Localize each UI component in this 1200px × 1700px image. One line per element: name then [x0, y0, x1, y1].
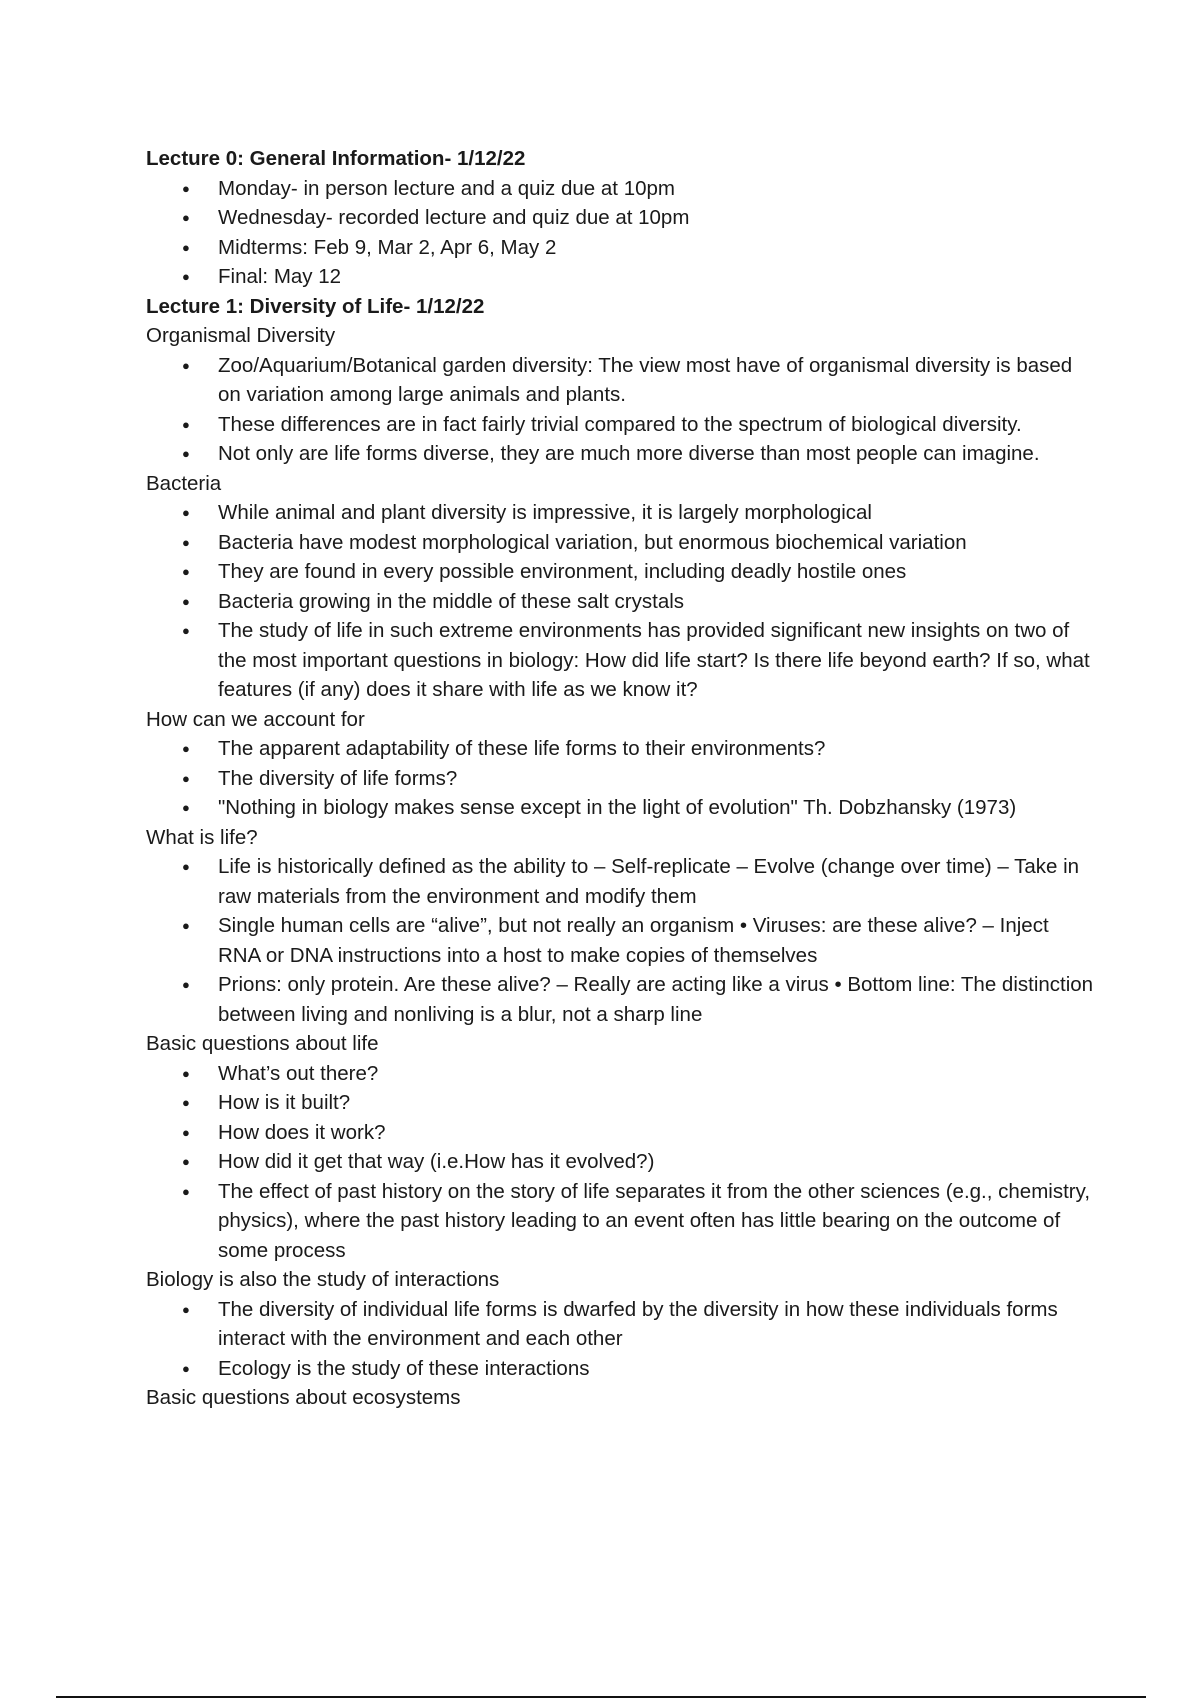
- bullet-item: ● Midterms: Feb 9, Mar 2, Apr 6, May 2: [146, 233, 1096, 263]
- bullet-item: ● The apparent adaptability of these life forms to their environments?: [146, 734, 1096, 764]
- page-bottom-rule: [56, 1696, 1146, 1698]
- bullet-list: [146, 734, 1096, 823]
- bullet-item: ● How is it built?: [146, 1088, 1096, 1118]
- bullet-item: ● What’s out there?: [146, 1059, 1096, 1089]
- bullet-list: [146, 498, 1096, 705]
- bullet-item: ● Bacteria growing in the middle of these salt crystals: [146, 587, 1096, 617]
- bullet-item: ● The study of life in such extreme environments has provided significant new insights on two of the most important questions in biology: How did life start? Is there life beyond earth? If so, what features (if any) does it share with life as we know it?: [146, 616, 1096, 705]
- section-label: Biology is also the study of interactions: [146, 1268, 500, 1291]
- bullet-list: [146, 1059, 1096, 1266]
- bullet-item: ● Single human cells are “alive”, but not really an organism • Viruses: are these alive? – Inject RNA or DNA instructions into a host to make copies of themselves: [146, 911, 1096, 970]
- section-label: How can we account for: [146, 707, 365, 731]
- bullet-item: ● Final: May 12: [146, 262, 1096, 292]
- bullet-item: ● The diversity of individual life forms is dwarfed by the diversity in how these individuals forms interact with the environment and each other: [146, 1295, 1096, 1354]
- document-body: [146, 144, 1096, 1413]
- bullet-item: ● Life is historically defined as the ability to – Self-replicate – Evolve (change over time) – Take in raw materials from the environment and modify them: [146, 852, 1096, 911]
- bullet-list: [146, 852, 1096, 1029]
- bullet-item: ● Bacteria have modest morphological variation, but enormous biochemical variation: [146, 528, 1096, 558]
- bullet-item: ● Zoo/Aquarium/Botanical garden diversity: The view most have of organismal diversity is based on variation among large animals and plants.: [146, 351, 1096, 410]
- bullet-list: [146, 174, 1096, 292]
- lecture-heading: Lecture 1: Diversity of Life- 1/12/22: [146, 294, 485, 318]
- bullet-item: ● How does it work?: [146, 1118, 1096, 1148]
- bullet-list: [146, 1295, 1096, 1384]
- bullet-item: ● "Nothing in biology makes sense except in the light of evolution" Th. Dobzhansky (1973): [146, 793, 1096, 823]
- bullet-item: ● How did it get that way (i.e.How has it evolved?): [146, 1147, 1096, 1177]
- bullet-item: ● Prions: only protein. Are these alive? – Really are acting like a virus • Bottom line: The distinction between living and nonliving is a blur, not a sharp line: [146, 970, 1096, 1029]
- section-label: Basic questions about life: [146, 1032, 379, 1055]
- bullet-item: ● The effect of past history on the story of life separates it from the other sciences (e.g., chemistry, physics), where the past history leading to an event often has little bearing on the outcome of some process: [146, 1177, 1096, 1266]
- bullet-list: [146, 351, 1096, 469]
- section-label: Organismal Diversity: [146, 324, 336, 347]
- section-label: Bacteria: [146, 471, 222, 495]
- bullet-item: ● Ecology is the study of these interactions: [146, 1354, 1096, 1384]
- bullet-item: ● These differences are in fact fairly trivial compared to the spectrum of biological diversity.: [146, 410, 1096, 440]
- bullet-item: ● The diversity of life forms?: [146, 764, 1096, 794]
- section-label: What is life?: [146, 825, 258, 849]
- bullet-item: ● While animal and plant diversity is impressive, it is largely morphological: [146, 498, 1096, 528]
- bullet-item: ● Wednesday- recorded lecture and quiz due at 10pm: [146, 203, 1096, 233]
- bullet-item: ● Monday- in person lecture and a quiz due at 10pm: [146, 174, 1096, 204]
- bullet-item: ● Not only are life forms diverse, they are much more diverse than most people can imagine.: [146, 439, 1096, 469]
- lecture-heading: Lecture 0: General Information- 1/12/22: [146, 147, 526, 170]
- section-label: Basic questions about ecosystems: [146, 1386, 461, 1409]
- bullet-item: ● They are found in every possible environment, including deadly hostile ones: [146, 557, 1096, 587]
